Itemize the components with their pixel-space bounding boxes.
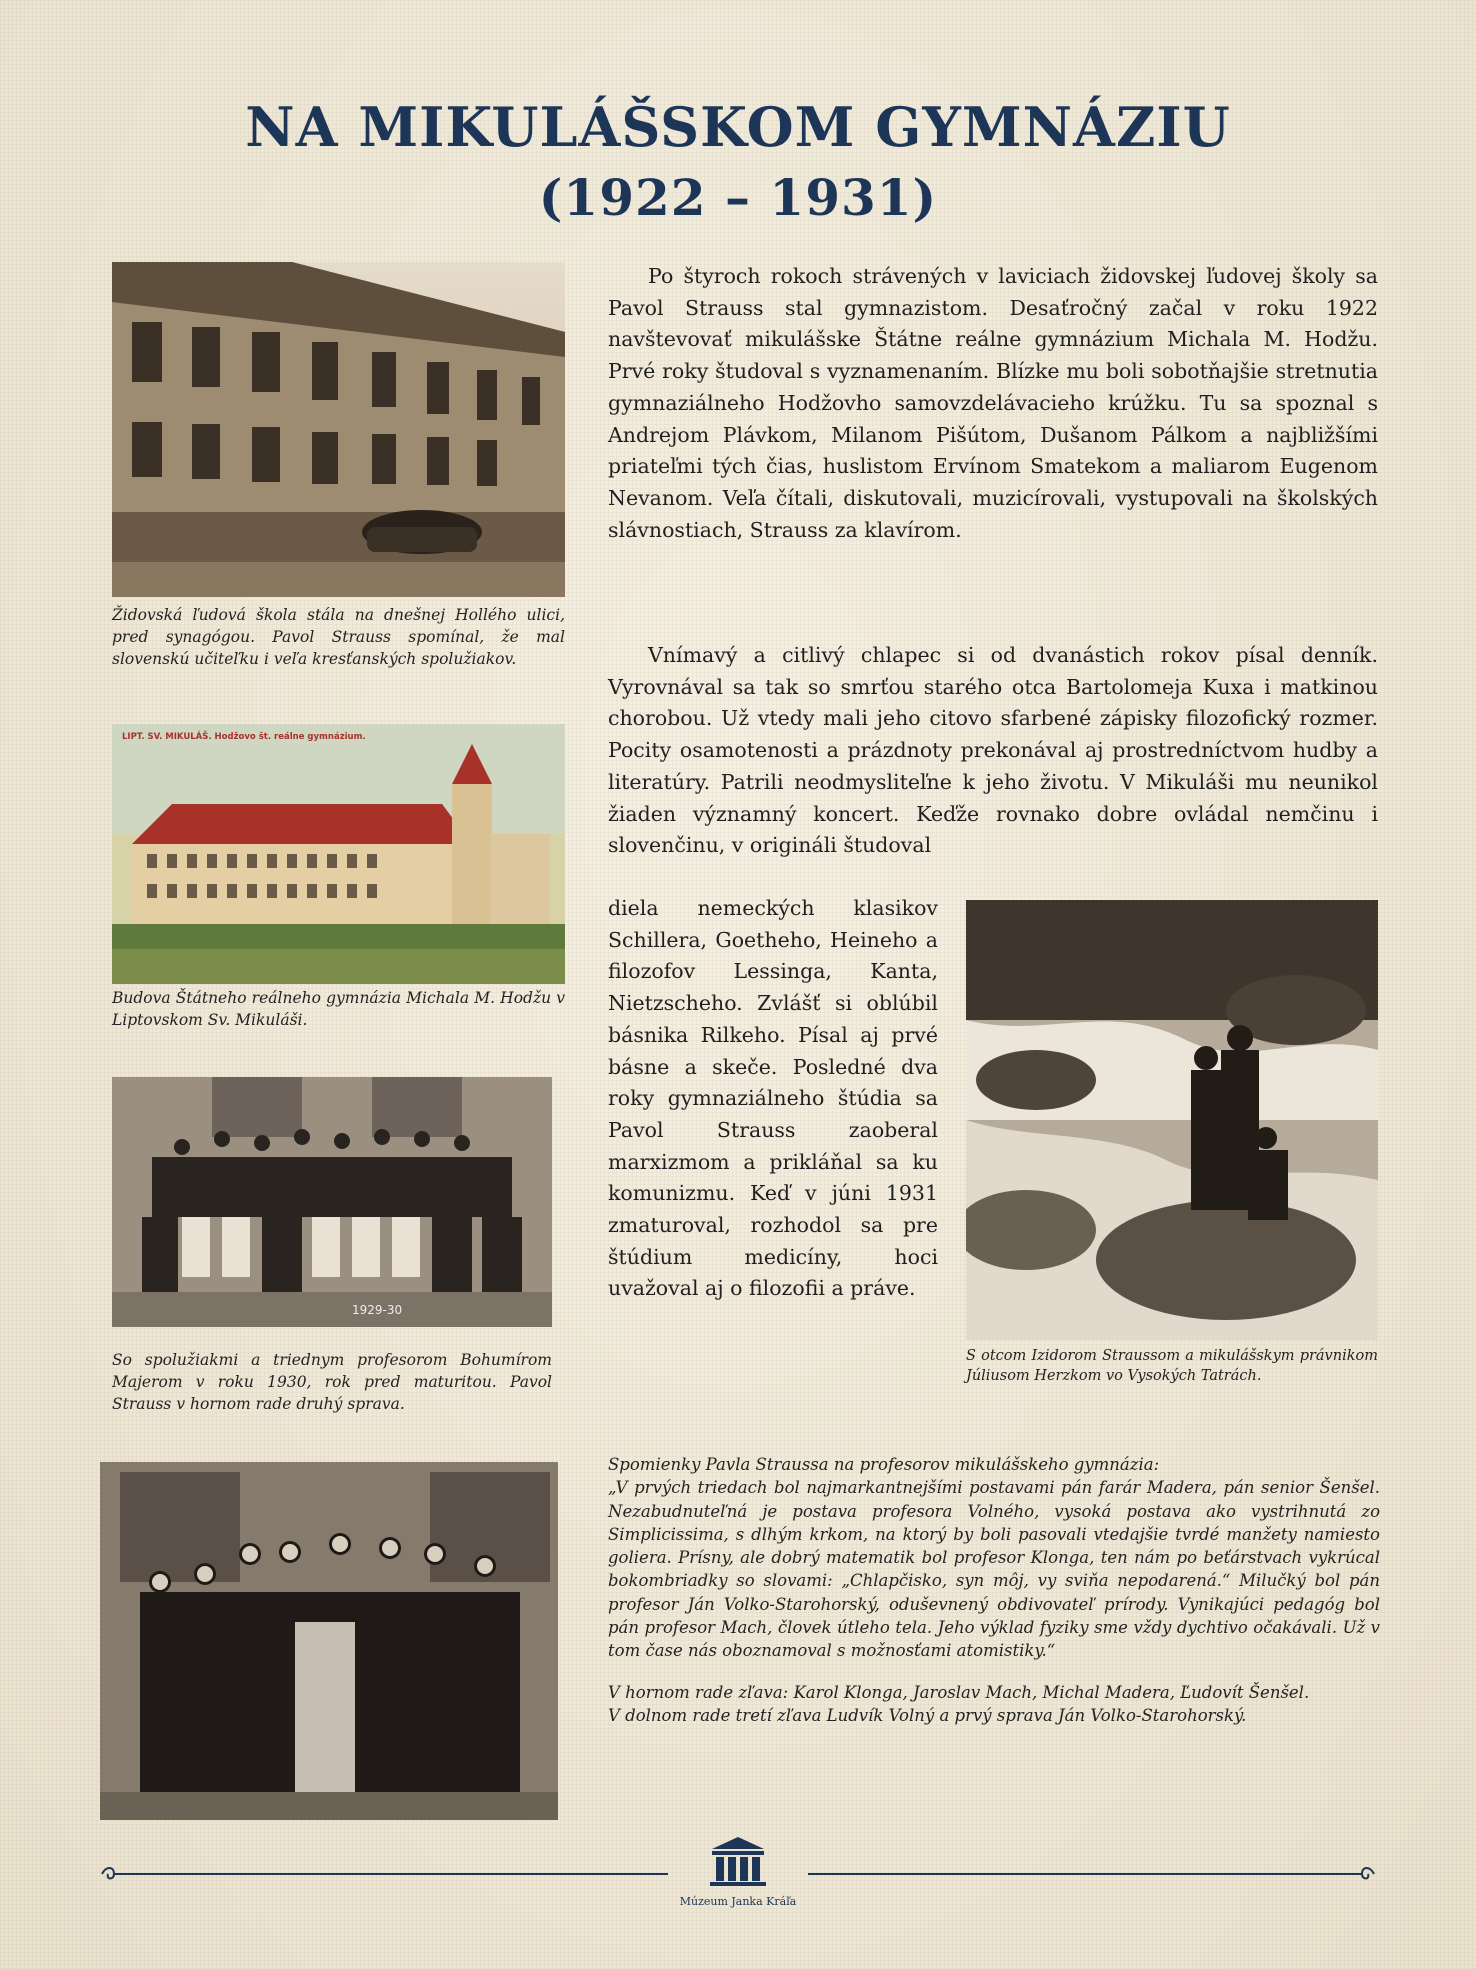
quote-note-lower-row: V dolnom rade tretí zľava Ludvík Volný a prvý sprava Ján Volko-Starohorský. — [608, 1705, 1247, 1725]
quote-note-upper-row: V hornom rade zľava: Karol Klonga, Jaroslav Mach, Michal Madera, Ľudovít Šenšel. — [608, 1682, 1310, 1702]
quote-heading: Spomienky Pavla Straussa na profesorov mikulášskeho gymnázia: — [608, 1455, 1160, 1474]
memories-quote-block — [608, 1453, 1380, 1727]
main-text-block-2 — [608, 640, 1378, 862]
professors-group-photo — [100, 1462, 558, 1820]
footer-ornament-right — [1346, 1864, 1376, 1884]
footer-ornament-left — [100, 1864, 130, 1884]
tatras-waterfall-photo — [966, 900, 1378, 1340]
museum-name: Múzeum Janka Kráľa — [679, 1895, 797, 1908]
school-building-photo — [112, 262, 565, 597]
body-paragraph-1: Po štyroch rokoch strávených v laviciach židovskej ľudovej školy sa Pavol Strauss stal gymnazistom. Desaťročný začal v roku 1922 navštevovať mikulášske Štátne reálne gymnázium Michala M. Hodžu. Prvé roky študoval s vyznamenaním. Blízke mu boli sobotňajšie stretnutia gymnaziálneho Hodžovho samovzdelávacieho krúžku. Tu sa spoznal s Andrejom Plávkom, Milanom Pišútom, Dušanom Pálkom a najbližšími priateľmi tých čias, huslistom Ervínom Smatekom a maliarom Eugenom Nevanom. Veľa čítali, diskutovali, muzicírovali, vystupovali na školských slávnostiach, Strauss za klavírom. — [608, 264, 1378, 542]
photo-year-mark: 1929-30 — [352, 1303, 403, 1317]
gymnasium-photo-caption: Budova Štátneho reálneho gymnázia Michala M. Hodžu v Liptovskom Sv. Mikuláši. — [112, 989, 565, 1029]
tatras-photo-caption: S otcom Izidorom Straussom a mikulášskym právnikom Júliusom Herzkom vo Vysokých Tatrách. — [966, 1348, 1378, 1384]
footer-rule-right — [808, 1873, 1348, 1875]
gymnasium-postcard-photo — [112, 724, 565, 984]
quote-text: „V prvých triedach bol najmarkantnejšími postavami pán farár Madera, pán senior Šenšel. Nezabudnuteľná je postava profesora Volného, vysoká postava ako vystrihnutá zo Simplicissima, s dlhým krkom, na ktorý by boli pasovali vtedajšie tvrdé manžety namiesto goliera. Prísny, ale dobrý matematik bol profesor Klonga, ten nám po beťárstvach vykrúcal bokombriadky so slovami: „Chlapčisko, syn môj, vy sviňa nepodarená.“ Milučký bol pán profesor Ján Volko-Starohorský, oduševnený obdivovateľ prírody. Vynikajúci pedagóg bol pán profesor Mach, človek útleho tela. Jeho výklad fyziky sme vždy dychtivo očakávali. Už v tom čase nás oboznamoval s možnosťami atomistiky.“ — [608, 1478, 1380, 1661]
main-text-block-1 — [608, 261, 1378, 546]
page-subtitle-years: (1922 – 1931) — [538, 168, 938, 227]
postcard-header-text: LIPT. SV. MIKULÁŠ. Hodžovo št. reálne gymnázium. — [122, 732, 366, 742]
body-paragraph-2-continued: diela nemeckých klasikov Schillera, Goetheho, Heineho a filozofov Lessinga, Kanta, Nietzscheho. Zvlášť si oblúbil básnika Rilkeho. Písal aj prvé básne a skeče. Posledné dva roky gymnaziálneho štúdia sa Pavol Strauss zaoberal marxizmom a prikláňal sa ku komunizmu. Keď v júni 1931 zmaturoval, rozhodol sa pre štúdium medicíny, hoci uvažoval aj o filozofii a práve. — [608, 896, 938, 1301]
main-text-block-3 — [608, 893, 938, 1305]
classmates-group-photo — [112, 1077, 552, 1327]
museum-logo-icon — [708, 1835, 768, 1887]
footer-rule-left — [128, 1873, 668, 1875]
school-photo-caption: Židovská ľudová škola stála na dnešnej Hollého ulici, pred synagógou. Pavol Strauss spomínal, že mal slovenskú učiteľku i veľa kresťanských spolužiakov. — [112, 606, 565, 668]
body-paragraph-2: Vnímavý a citlivý chlapec si od dvanástich rokov písal denník. Vyrovnával sa tak so smrťou starého otca Bartolomeja Kuxa i matkinou chorobou. Už vtedy mali jeho citovo sfarbené zápisky filozofický rozmer. Pocity osamotenosti a prázdnoty prekonával aj prostredníctvom hudby a literatúry. Patrili neodmysliteľne k jeho životu. V Mikuláši mu neunikol žiaden významný koncert. Keďže rovnako dobre ovládal nemčinu i slovenčinu, v origináli študoval — [608, 643, 1378, 858]
classmates-photo-caption: So spolužiakmi a triednym profesorom Bohumírom Majerom v roku 1930, rok pred maturitou. Pavol Strauss v hornom rade druhý sprava. — [112, 1351, 552, 1413]
page-title: NA MIKULÁŠSKOM GYMNÁZIU — [245, 95, 1231, 159]
